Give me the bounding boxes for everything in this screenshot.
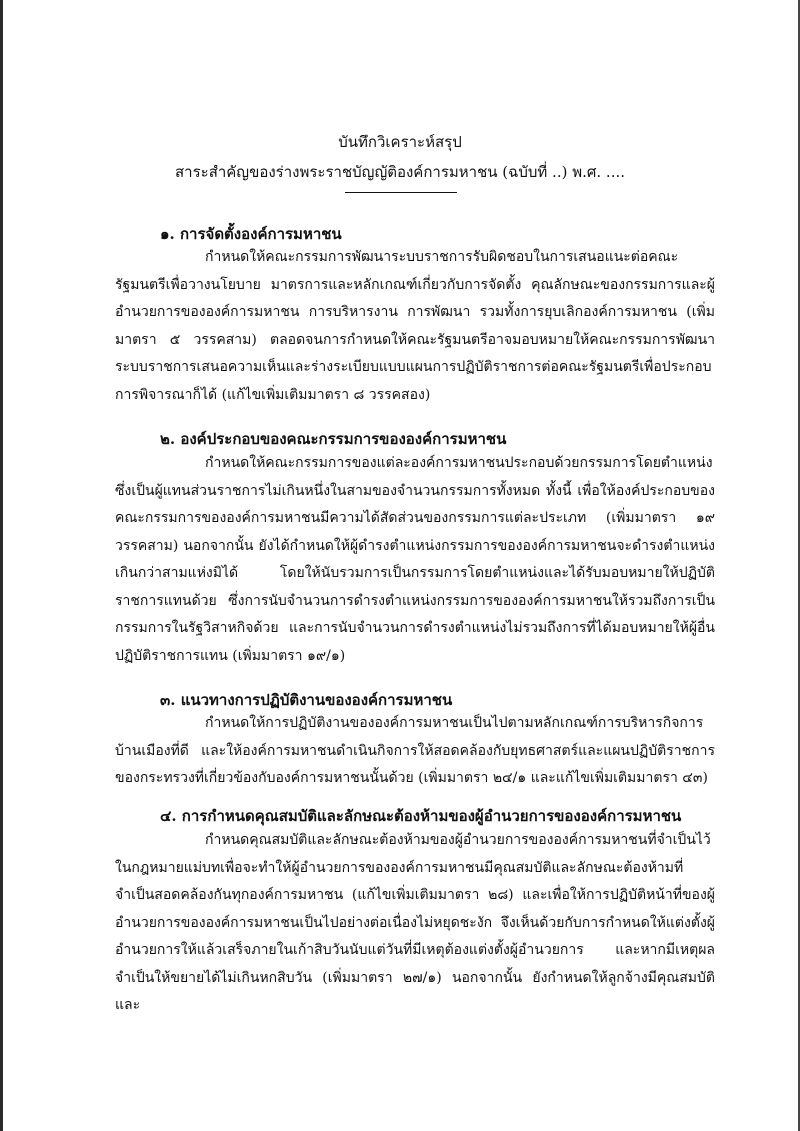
section-2-heading: ๒. องค์ประกอบของคณะกรรมการขององค์การมหาชน: [160, 430, 507, 448]
section-1-body: กำหนดให้คณะกรรมการพัฒนาระบบราชการรับผิดชอบในการเสนอแนะต่อคณะรัฐมนตรีเพื่อวางนโยบาย มาตรการและหลักเกณฑ์เกี่ยวกับการจัดตั้ง คุณลักษณะของกรรมการและผู้อำนวยการขององค์การมหาชน การบริหารงาน การพัฒนา รวมทั้งการยุบเลิกองค์การมหาชน (เพิ่มมาตรา ๕ วรรคสาม) ตลอดจนการกำหนดให้คณะรัฐมนตรีอาจมอบหมายให้คณะกรรมการพัฒนาระบบราชการเสนอความเห็นและร่างระเบียบแบบแผนการปฏิบัติราชการต่อคณะรัฐมนตรีเพื่อประกอบการพิจารณาก็ได้ (แก้ไขเพิ่มเติมมาตรา ๘ วรรคสอง): [115, 249, 715, 403]
section-2-body: กำหนดให้คณะกรรมการของแต่ละองค์การมหาชนประกอบด้วยกรรมการโดยตำแหน่งซึ่งเป็นผู้แทนส่วนราชการไม่เกินหนึ่งในสามของจำนวนกรรมการทั้งหมด ทั้งนี้ เพื่อให้องค์ประกอบของคณะกรรมการขององค์การมหาชนมีความได้สัดส่วนของกรรมการแต่ละประเภท (เพิ่มมาตรา ๑๙ วรรคสาม) นอกจากนั้น ยังได้กำหนดให้ผู้ดำรงตำแหน่งกรรมการขององค์การมหาชนจะดำรงตำแหน่งเกินกว่าสามแห่งมิได้ โดยให้นับรวมการเป็นกรรมการโดยตำแหน่งและได้รับมอบหมายให้ปฏิบัติราชการแทนด้วย ซึ่งการนับจำนวนการดำรงตำแหน่งกรรมการขององค์การมหาชนให้รวมถึงการเป็นกรรมการในรัฐวิสาหกิจด้วย และการนับจำนวนการดำรงตำแหน่งไม่รวมถึงการที่ได้มอบหมายให้ผู้อื่นปฏิบัติราชการแทน (เพิ่มมาตรา ๑๙/๑): [115, 455, 715, 664]
section-3-body: กำหนดให้การปฏิบัติงานขององค์การมหาชนเป็นไปตามหลักเกณฑ์การบริหารกิจการบ้านเมืองที่ดี และให้องค์การมหาชนดำเนินกิจการให้สอดคล้องกับยุทธศาสตร์และแผนปฏิบัติราชการของกระทรวงที่เกี่ยวข้องกับองค์การมหาชนนั้นด้วย (เพิ่มมาตรา ๒๔/๑ และแก้ไขเพิ่มเติมมาตรา ๔๓): [115, 715, 715, 786]
section-1-heading: ๑. การจัดตั้งองค์การมหาชน: [160, 225, 342, 243]
document-title: บันทึกวิเคราะห์สรุป: [338, 133, 462, 151]
title-underline: [345, 192, 457, 193]
section-4-heading: ๔. การกำหนดคุณสมบัติและลักษณะต้องห้ามของผู้อำนวยการขององค์การมหาชน: [160, 807, 682, 825]
document-subtitle: สาระสำคัญของร่างพระราชบัญญัติองค์การมหาชน (ฉบับที่ ..) พ.ศ. ....: [175, 163, 625, 181]
section-4-body: กำหนดคุณสมบัติและลักษณะต้องห้ามของผู้อำนวยการขององค์การมหาชนที่จำเป็นไว้ในกฎหมายแม่บทเพื่อจะทำให้ผู้อำนวยการขององค์การมหาชนมีคุณสมบัติและลักษณะต้องห้ามที่จำเป็นสอดคล้องกันทุกองค์การมหาชน (แก้ไขเพิ่มเติมมาตรา ๒๘) และเพื่อให้การปฏิบัติหน้าที่ของผู้อำนวยการขององค์การมหาชนเป็นไปอย่างต่อเนื่องไม่หยุดชะงัก จึงเห็นด้วยกับการกำหนดให้แต่งตั้งผู้อำนวยการให้แล้วเสร็จภายในเก้าสิบวันนับแต่วันที่มีเหตุต้องแต่งตั้งผู้อำนวยการ และหากมีเหตุผลจำเป็นให้ขยายได้ไม่เกินหกสิบวัน (เพิ่มมาตรา ๒๗/๑) นอกจากนั้น ยังกำหนดให้ลูกจ้างมีคุณสมบัติและ: [115, 832, 715, 1013]
section-3-heading: ๓. แนวทางการปฏิบัติงานขององค์การมหาชน: [160, 691, 453, 709]
